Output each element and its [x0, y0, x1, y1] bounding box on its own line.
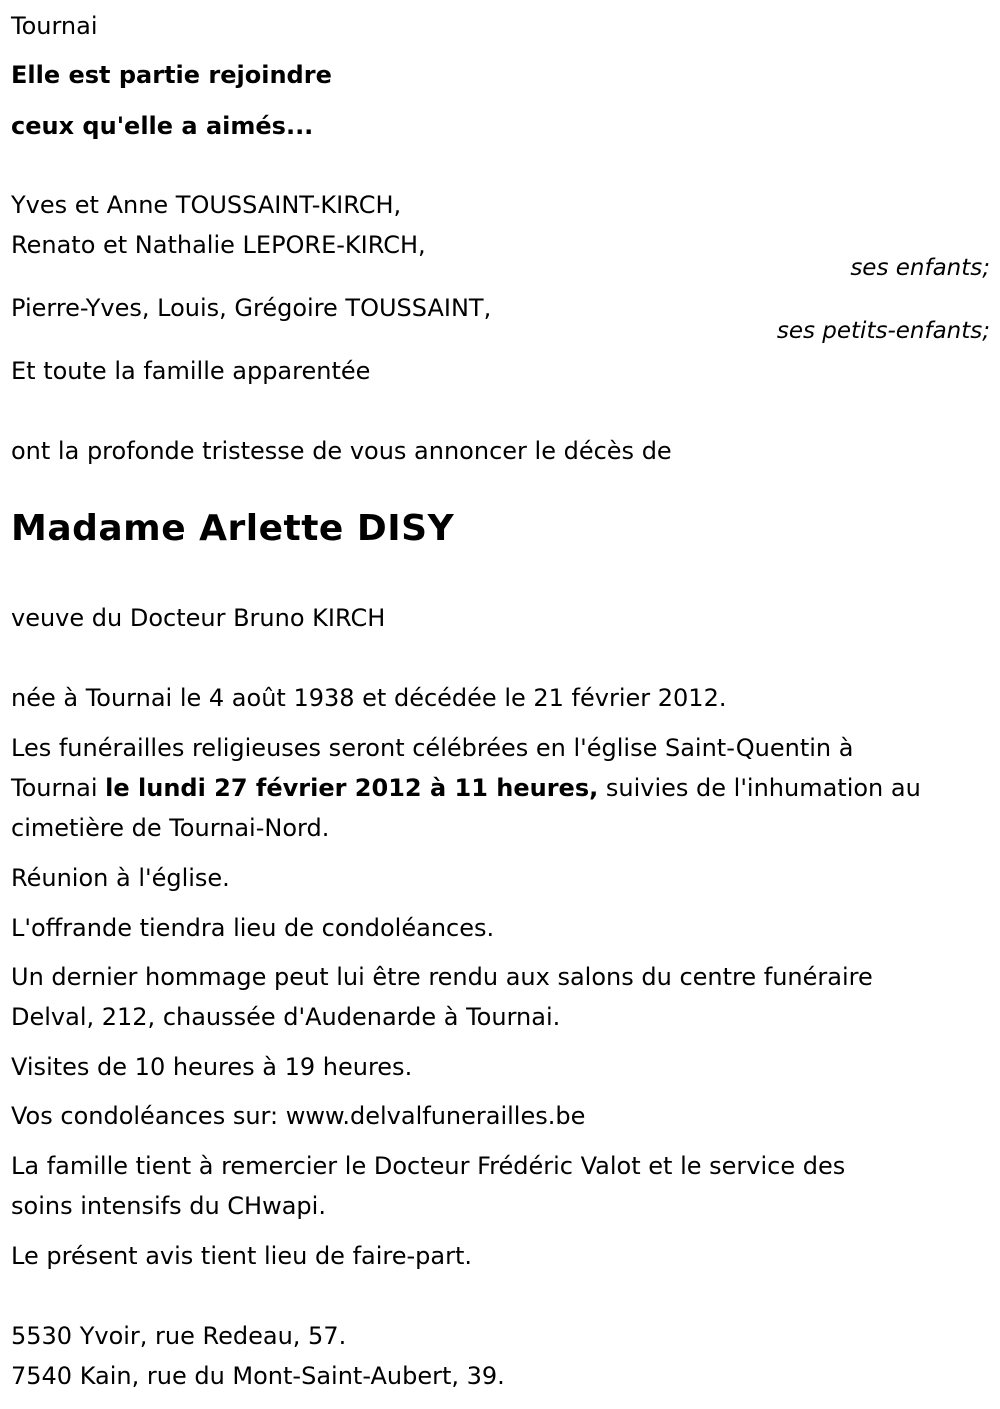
widow-of-line: veuve du Docteur Bruno KIRCH — [11, 604, 386, 632]
epitaph-line-1: Elle est partie rejoindre — [11, 61, 332, 89]
funeral-line-3: cimetière de Tournai-Nord. — [11, 814, 330, 842]
meeting-line: Réunion à l'église. — [11, 864, 230, 892]
birth-death-line: née à Tournai le 4 août 1938 et décédée le 21 février 2012. — [11, 684, 727, 712]
condolences-line: Vos condoléances sur: www.delvalfunerailles.be — [11, 1102, 586, 1130]
funeral-line-2 — [11, 768, 921, 808]
funeral-line-2-end: suivies de l'inhumation au — [598, 774, 921, 802]
funeral-date: le lundi 27 février 2012 à 11 heures, — [105, 774, 599, 802]
children-role: ses enfants; — [850, 255, 990, 281]
grandchildren-line: Pierre-Yves, Louis, Grégoire TOUSSAINT, — [11, 294, 492, 322]
funeral-line-1: Les funérailles religieuses seront célébrées en l'église Saint-Quentin à — [11, 734, 854, 762]
offering-line: L'offrande tiendra lieu de condoléances. — [11, 914, 495, 942]
visits-line: Visites de 10 heures à 19 heures. — [11, 1053, 413, 1081]
deceased-name: Madame Arlette DISY — [11, 508, 455, 549]
address-line-1: 5530 Yvoir, rue Redeau, 57. — [11, 1322, 347, 1350]
grandchildren-role: ses petits-enfants; — [776, 318, 990, 344]
thanks-line-1: La famille tient à remercier le Docteur Frédéric Valot et le service des — [11, 1152, 846, 1180]
children-line-2: Renato et Nathalie LEPORE-KIRCH, — [11, 231, 426, 259]
address-line-2: 7540 Kain, rue du Mont-Saint-Aubert, 39. — [11, 1362, 505, 1390]
city-heading: Tournai — [11, 12, 98, 40]
thanks-line-2: soins intensifs du CHwapi. — [11, 1192, 326, 1220]
announcement-line: ont la profonde tristesse de vous annoncer le décès de — [11, 437, 672, 465]
tribute-line-2: Delval, 212, chaussée d'Audenarde à Tournai. — [11, 1003, 561, 1031]
notice-line: Le présent avis tient lieu de faire-part. — [11, 1242, 473, 1270]
epitaph-line-2: ceux qu'elle a aimés... — [11, 112, 314, 140]
relatives-line: Et toute la famille apparentée — [11, 357, 371, 385]
funeral-line-2-start: Tournai — [11, 774, 106, 802]
tribute-line-1: Un dernier hommage peut lui être rendu aux salons du centre funéraire — [11, 963, 873, 991]
children-line-1: Yves et Anne TOUSSAINT-KIRCH, — [11, 191, 402, 219]
